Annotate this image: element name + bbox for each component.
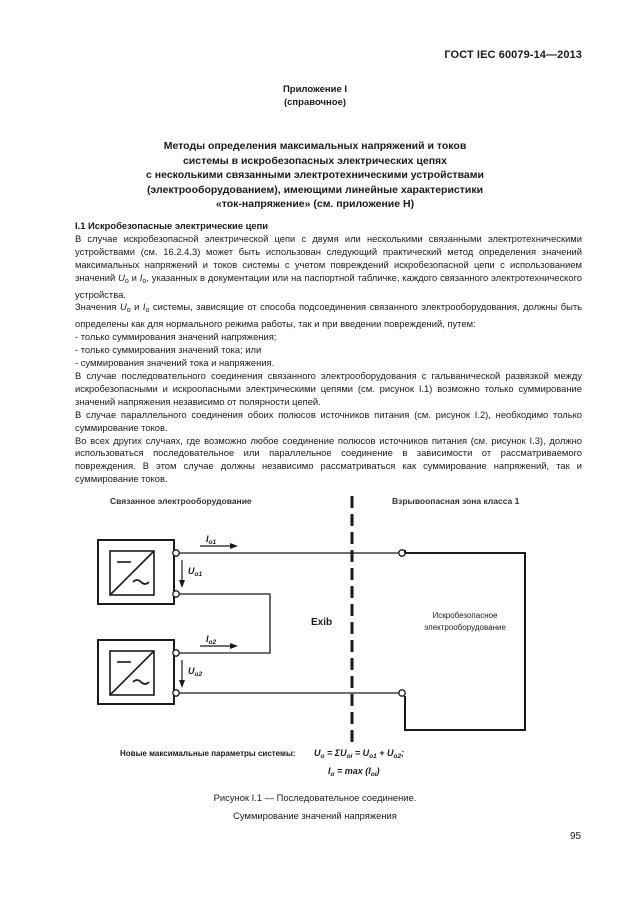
device-label-1: Искробезопасное: [432, 611, 498, 620]
i-symbol: I: [139, 271, 143, 283]
source-1: [98, 540, 174, 604]
figure-caption: Рисунок I.1 — Последовательное соединение.: [213, 792, 417, 803]
main-title-line: (электрооборудованием), имеющими линейные характеристики: [146, 183, 484, 196]
paragraph-1: [75, 233, 582, 302]
arrow-head-icon: [230, 543, 238, 549]
main-title-line: «ток-напряжение» (см. приложение H): [215, 198, 415, 211]
annex-title: Приложение I: [282, 84, 348, 95]
p2-end: системы, зависящие от способа подсоединения связанного электрооборудования, должны быть определены как для нормального режима работы, так и при введении повреждений, путем:: [75, 301, 583, 330]
source-2: [98, 640, 174, 704]
u-symbol: U: [119, 301, 127, 313]
and-word: и: [131, 271, 137, 283]
arrow-head-icon: [179, 680, 185, 688]
list-item: - только суммирования значений напряжения;: [75, 331, 277, 343]
and-word: и: [134, 301, 140, 313]
terminal: [399, 690, 405, 696]
arrow-head-icon: [179, 580, 185, 588]
u2-label: $U_{o2}$: [188, 666, 203, 678]
i1-label: $I_{o1}$: [206, 534, 217, 546]
u1-label: $U_{o1}$: [188, 566, 203, 578]
terminal: [173, 650, 179, 656]
annex-note: (справочное): [283, 97, 347, 108]
section-heading: I.1 Искробезопасные электрические цепи: [75, 220, 269, 231]
left-label: Связанное электрооборудование: [110, 496, 252, 506]
main-title-line: системы в искробезопасных электрических цепях: [182, 154, 448, 167]
is-device-box: [405, 553, 525, 730]
u-sub: o: [126, 307, 131, 315]
main-title: [0, 139, 630, 212]
u-sub: o: [124, 277, 129, 285]
formula-1: $U_o = \Sigma U_{oi} = U_{o1} + U_{o2}$;: [314, 748, 405, 760]
main-title-line: с несколькими связанными электротехническими устройствами: [146, 169, 484, 182]
list-item: - только суммирования значений тока; или: [75, 344, 262, 356]
paragraph-3: В случае последовательного соединения связанного электрооборудования с гальванической развязкой между искробезопасными и искроопасными электрическими цепями (см. рисунок I.1) возможно только суммирование значений напряжения независимо от полярности цепей.: [75, 369, 582, 407]
p1-text: В случае искробезопасной электрической цепи с двумя или несколькими связанными электротехническими устройствами (см. 16.2.4.3) может быть использован следующий практический метод определения значений максимальных напряжений и токов системы с учетом повреждений искробезопасной цепи с использованием значений: [75, 232, 582, 283]
barrier-label: Exib: [311, 617, 333, 628]
paragraph-5: Во всех других случаях, где возможно любое соединение полюсов источников питания (см. рисунок I.3), должно использоваться последовательное или параллельное соединение в зависимости от рассматриваемого повреждения. В этом случае должны независимо рассматриваться как суммирование напряжений, так и суммирование токов.: [75, 434, 582, 485]
wire-link: [179, 594, 270, 653]
params-label: Новые максимальные параметры системы:: [120, 749, 296, 758]
i-sub: o: [145, 307, 150, 315]
standard-header: ГОСТ IEC 60079-14—2013: [444, 49, 582, 61]
figure-caption-sub: Суммирование значений напряжения: [233, 810, 397, 821]
page-number: 95: [570, 831, 582, 842]
formula-2: $I_o = \max (I_{oi})$: [328, 766, 380, 778]
device-label-2: электрооборудование: [424, 623, 506, 632]
arrow-head-icon: [230, 643, 238, 649]
i2-label: $I_{o2}$: [206, 634, 217, 646]
p1-end: , указанных в документации или на паспортной табличке, каждого связанного электротехнического устройства.: [75, 271, 582, 300]
paragraph-2: [75, 301, 582, 331]
u-symbol: U: [118, 271, 125, 283]
terminal: [173, 591, 179, 597]
p2-start: Значения: [75, 301, 117, 313]
list-item: - суммирования значений тока и напряжения.: [75, 357, 275, 369]
body-text: [75, 220, 582, 486]
i-sub: o: [142, 277, 147, 285]
main-title-line: Методы определения максимальных напряжений и токов: [163, 140, 467, 152]
right-label: Взрывоопасная зона класса 1: [392, 496, 520, 506]
paragraph-4: В случае параллельного соединения обоих полюсов источников питания (см. рисунок I.2), необходимо только суммирование токов.: [75, 408, 582, 433]
i-symbol: I: [142, 301, 146, 313]
terminal: [173, 690, 179, 696]
figure-i1: [0, 490, 630, 790]
terminal: [173, 550, 179, 556]
